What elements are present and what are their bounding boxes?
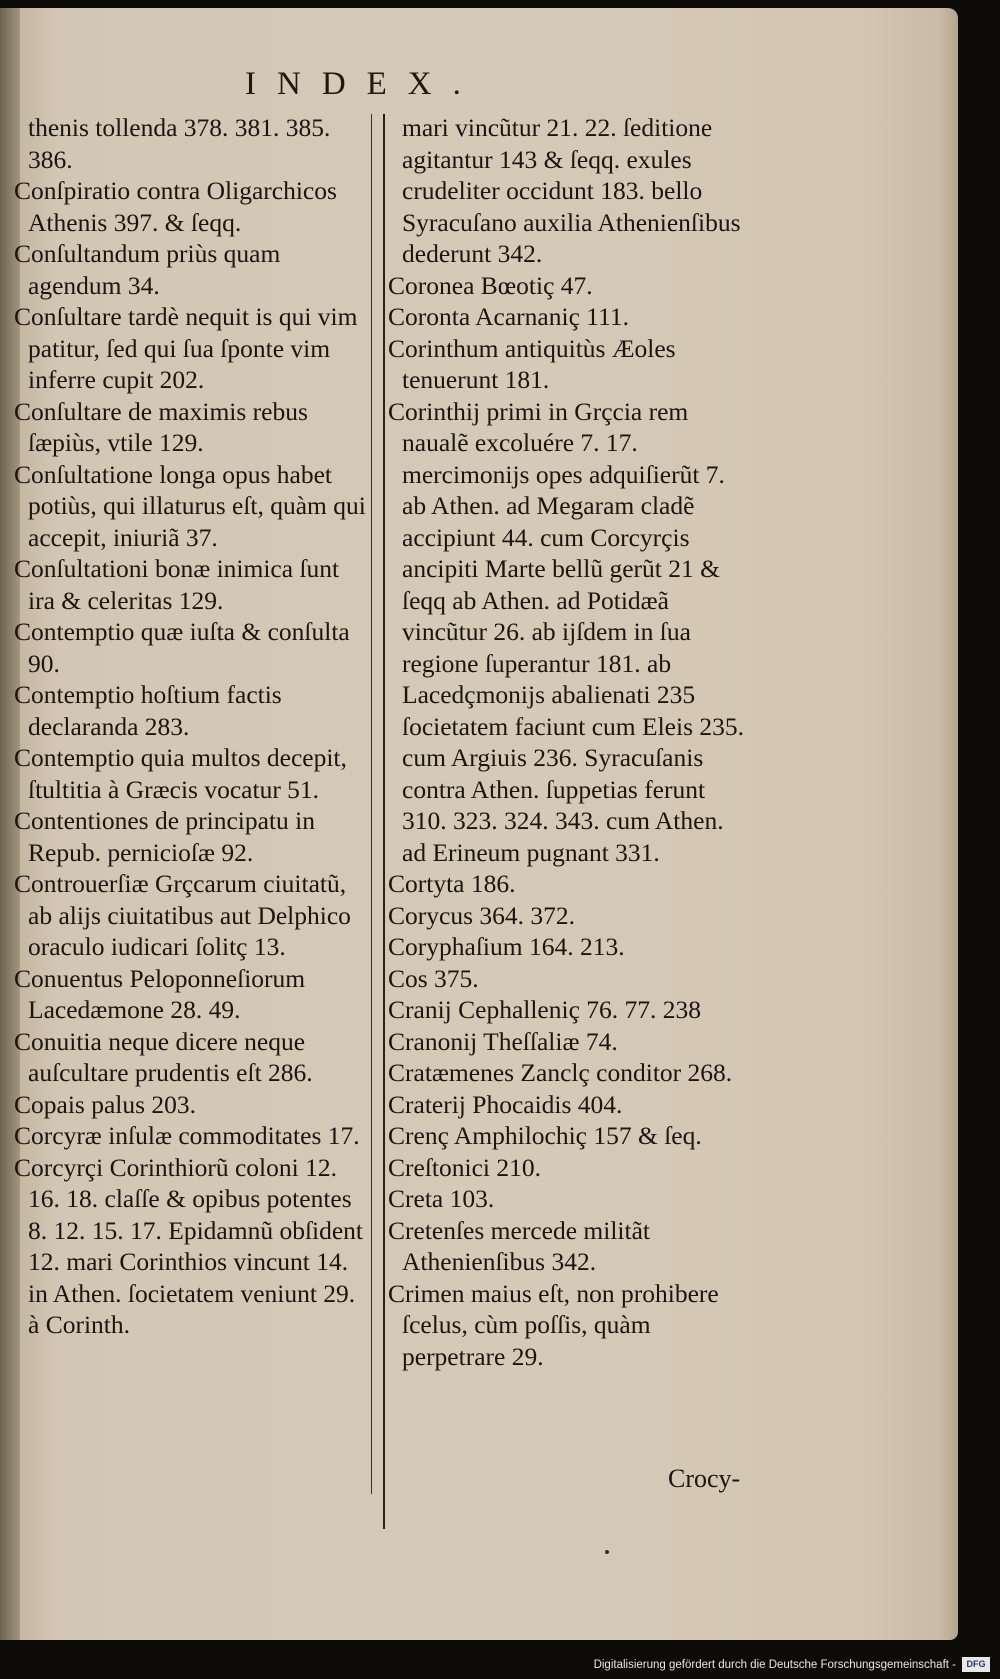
footer-credit: Digitalisierung gefördert durch die Deutsche Forschungsgemeinschaft - [593, 1659, 956, 1671]
index-entry: thenis tollenda 378. 381. 385. 386. [28, 113, 331, 174]
index-entry: Cortyta 186. [388, 869, 516, 898]
index-entry: Conſultationi bonæ inimica ſunt ira & celeritas 129. [14, 554, 340, 615]
index-entry: Conuentus Peloponneſiorum Lacedæmone 28. 49. [14, 963, 306, 1024]
index-entry: Coronea Bœotiç 47. [388, 270, 593, 300]
index-entry: Conſpiratio contra Oligarchicos Athenis 397. & ſeqq. [14, 176, 337, 237]
index-entry: Conſultare tardè nequit is qui vim patitur, ſed qui ſua ſponte vim inferre cupit 202. [14, 302, 358, 394]
index-entry: Cratæmenes Zanclç conditor 268. [388, 1058, 733, 1087]
index-entry: Corycus 364. 372. [388, 900, 575, 930]
index-entry: Coronta Acarnaniç 111. [388, 302, 629, 331]
index-entry: Contentiones de principatu in Repub. pernicioſæ 92. [14, 806, 315, 867]
index-column-left [14, 112, 370, 1341]
column-rule-thin [371, 114, 372, 1494]
index-entry: Controuerſiæ Grçcarum ciuitatũ, ab alijs ciuitatibus aut Delphico oraculo iudicari ſolitç 13. [14, 869, 351, 961]
catchword: Crocy- [668, 1464, 741, 1493]
index-entry: Cretenſes mercede militãt Athenienſibus 342. [388, 1215, 650, 1276]
ink-speck [605, 1550, 609, 1554]
index-column-right [388, 112, 746, 1372]
index-entry: Copais palus 203. [14, 1089, 197, 1119]
index-entry: Contemptio quæ iuſta & conſulta 90. [14, 617, 350, 678]
index-entry: Conſultandum priùs quam agendum 34. [14, 239, 281, 300]
index-entry: Cranonij Theſſaliæ 74. [388, 1026, 618, 1056]
index-entry: Corinthij primi in Grçcia rem naualẽ excoluére 7. 17. mercimonijs opes adquiſierũt 7. ab Athen. ad Megaram cladẽ accipiunt 44. cum Corcyrçis ancipiti Marte bellũ gerũt 21 & ſeqq ab Athen. ad Potidæã vincũtur 26. ab ijſdem in ſua regione ſuperantur 181. ab Lacedçmonijs abalienati 235 ſocietatem faciunt cum Eleis 235. cum Argiuis 236. Syracuſanis contra Athen. ſuppetias ferunt 310. 323. 324. 343. cum Athen. ad Erineum pugnant 331. [388, 396, 745, 867]
index-entry: Contemptio hoſtium factis declaranda 283. [14, 680, 282, 741]
index-entry: Cranij Cephalleniç 76. 77. 238 [388, 995, 702, 1024]
index-entry: Contemptio quia multos decepit, ſtultitia à Græcis vocatur 51. [14, 743, 347, 804]
dfg-logo: DFG [962, 1657, 990, 1672]
index-entry: Crimen maius eſt, non prohibere ſcelus, cùm poſſis, quàm perpetrare 29. [388, 1278, 719, 1371]
index-entry: Creta 103. [388, 1184, 495, 1213]
index-entry: Corcyrçi Corinthiorũ coloni 12. 16. 18. claſſe & opibus potentes 8. 12. 15. 17. Epidamnũ obſident 12. mari Corinthios vincunt 14. in Athen. ſocietatem veniunt 29. à Corinth. [14, 1152, 364, 1339]
index-entry: mari vincũtur 21. 22. ſeditione agitantur 143 & ſeqq. exules crudeliter occidunt 183. bello Syracuſano auxilia Athenienſibus dederunt 342. [402, 113, 741, 268]
index-entry: Coryphaſium 164. 213. [388, 932, 625, 961]
index-entry: Cos 375. [388, 963, 479, 993]
running-head: INDEX. [245, 66, 482, 102]
index-entry: Conuitia neque dicere neque auſcultare prudentis eſt 286. [14, 1026, 313, 1087]
index-entry: Conſultatione longa opus habet potiùs, qui illaturus eſt, quàm qui accepit, iniuriã 37. [14, 459, 366, 552]
index-entry: Craterij Phocaidis 404. [388, 1089, 623, 1119]
index-entry: Creſtonici 210. [388, 1152, 541, 1182]
book-page [0, 8, 958, 1640]
index-entry: Corcyræ inſulæ commoditates 17. [14, 1121, 360, 1150]
index-entry: Conſultare de maximis rebus ſæpiùs, vtile 129. [14, 396, 308, 457]
index-entry: Corinthum antiquitùs Æoles tenuerunt 181. [388, 333, 676, 394]
index-entry: Crenç Amphilochiç 157 & ſeq. [388, 1121, 702, 1150]
column-rule [383, 114, 385, 1529]
